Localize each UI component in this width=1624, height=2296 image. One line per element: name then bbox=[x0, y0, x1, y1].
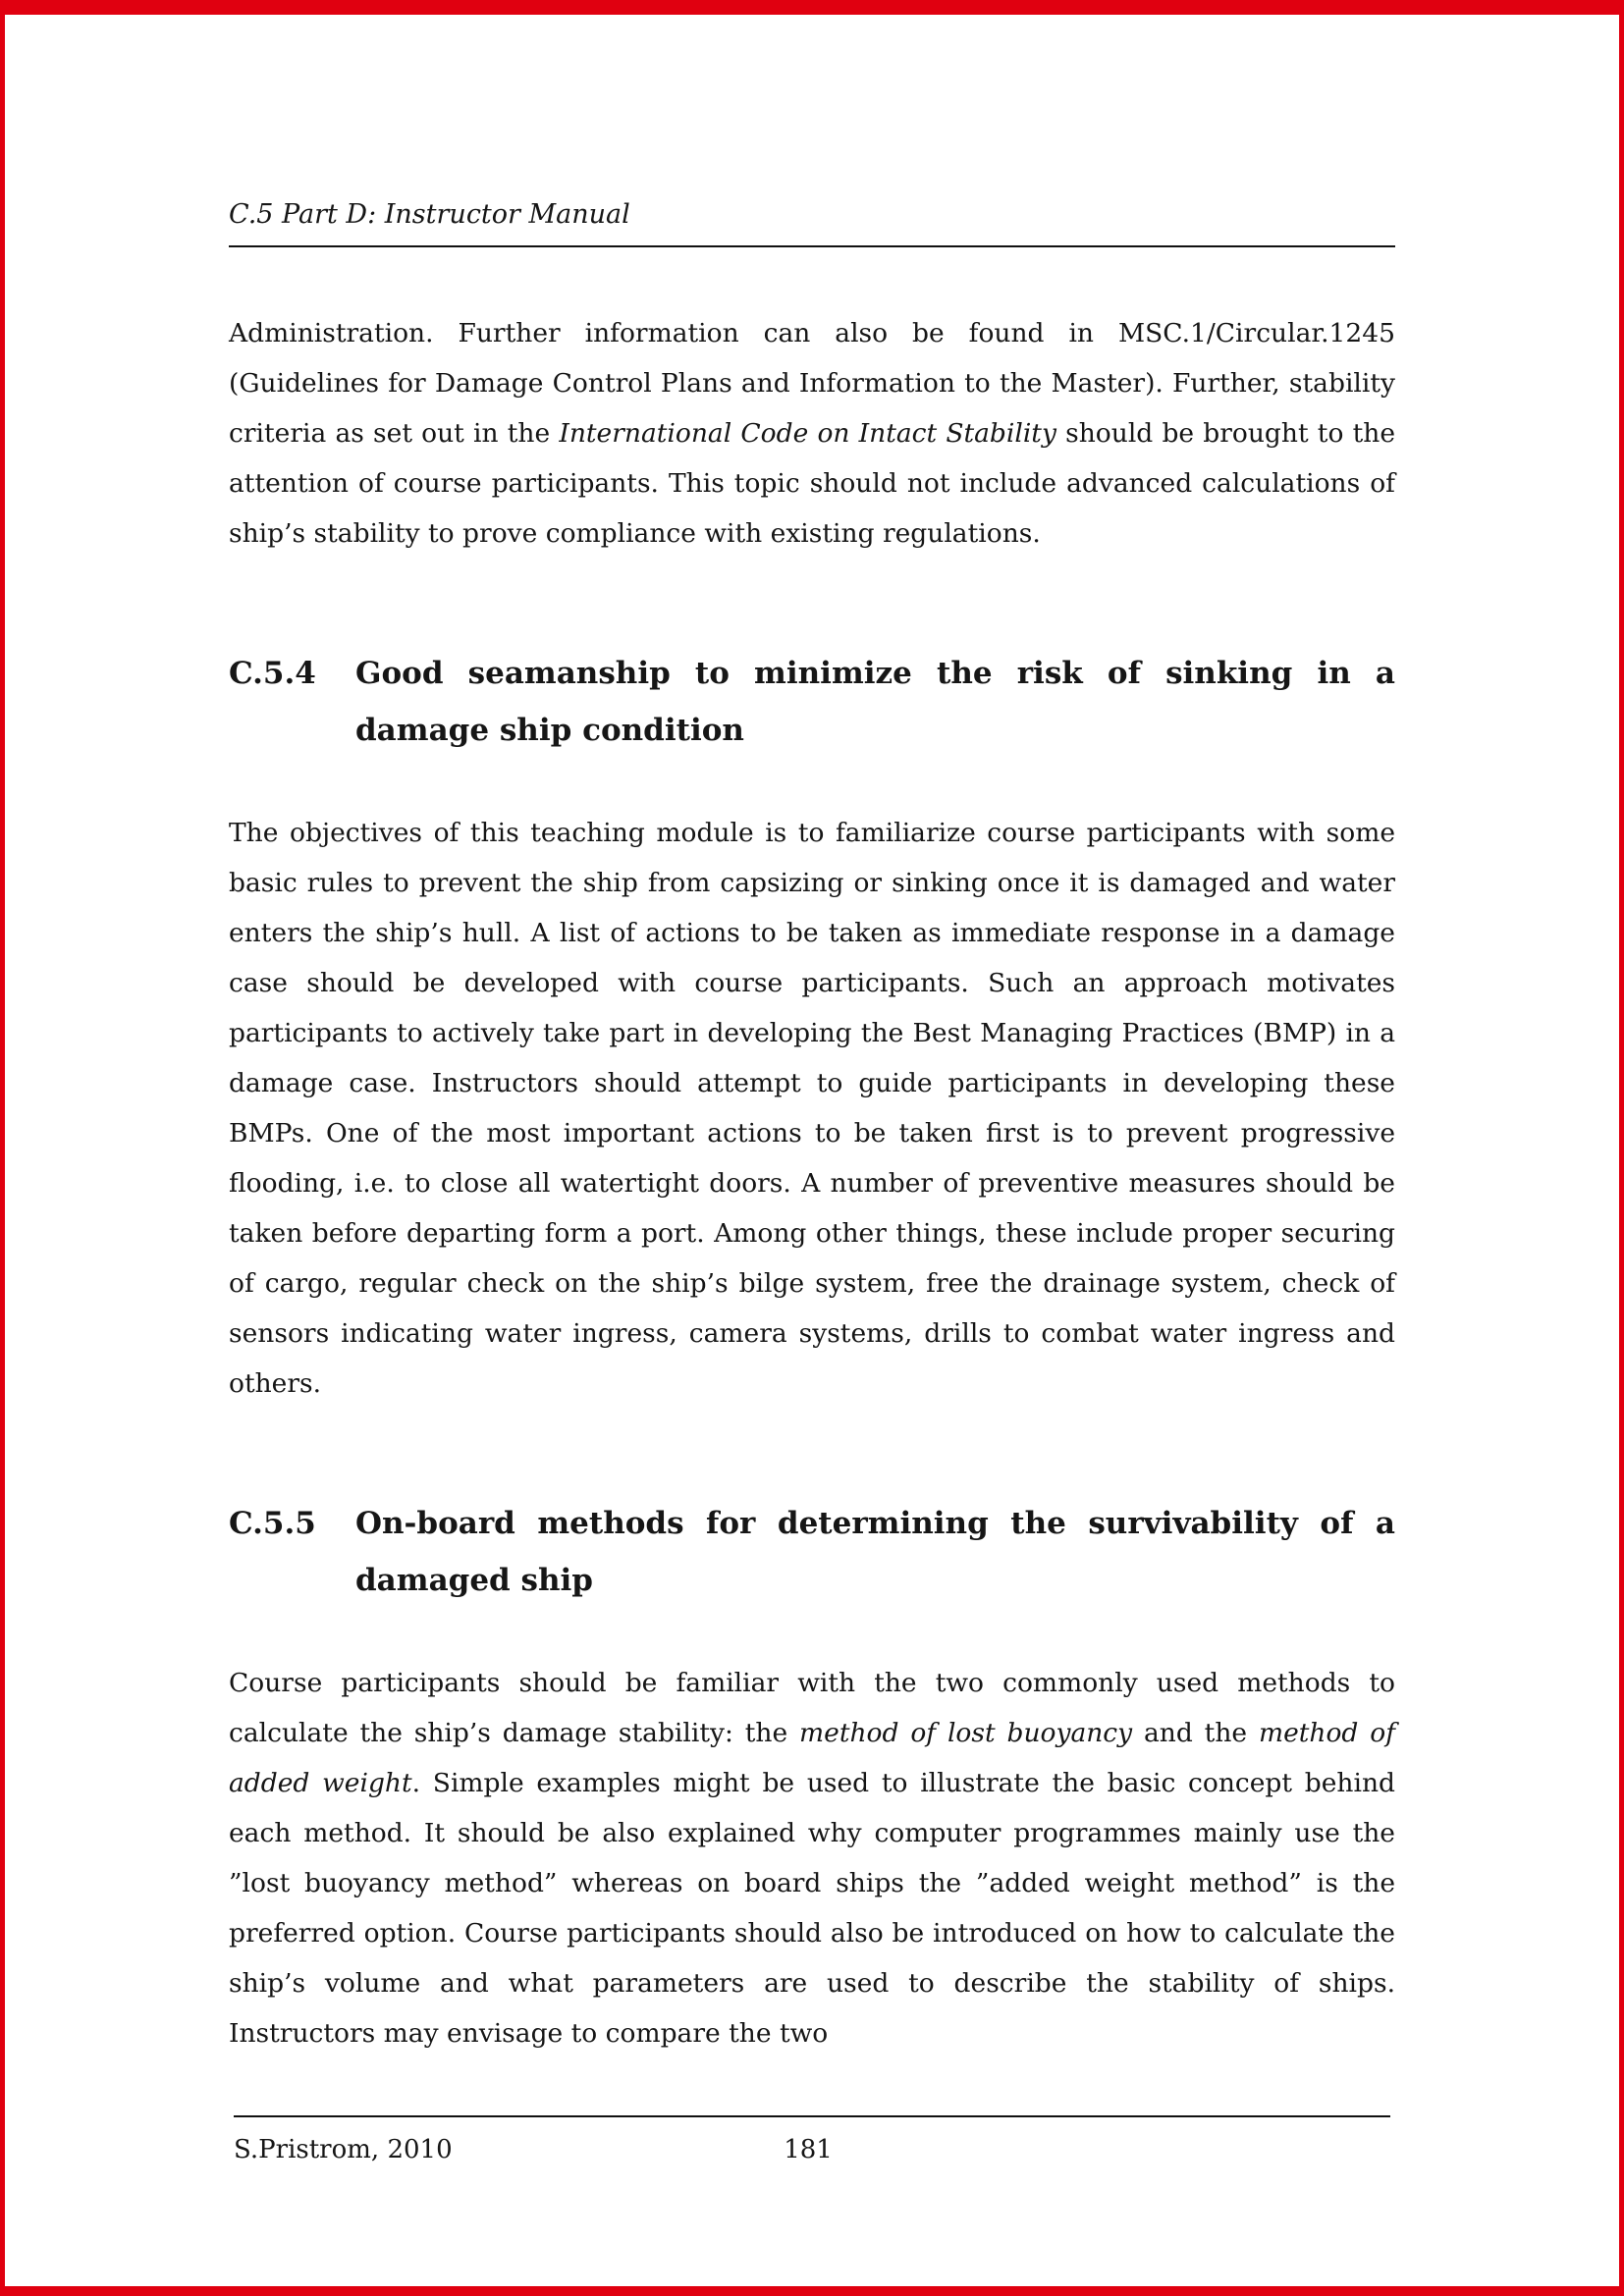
section-number: C.5.5 bbox=[229, 1506, 316, 1541]
paragraph-intro: Administration. Further information can also be found in MSC.1/Circular.1245 (Guidelines for Damage Control Plans and Information to the Master). Further, stability criteria as set out in the International Code on Intact Stability should be brought to the attention of course participants. This topic should not include advanced calculations of ship’s stability to prove compliance with existing regulations. bbox=[229, 318, 1396, 549]
text-column bbox=[229, 199, 1395, 2058]
page-footer bbox=[234, 2115, 1390, 2164]
section-title: On-board methods for determining the survivability of a damaged ship bbox=[355, 1506, 1395, 1598]
section-heading-c55 bbox=[229, 1495, 1395, 1609]
section-number: C.5.4 bbox=[229, 656, 316, 691]
footer-page-number: 181 bbox=[784, 2135, 833, 2164]
footer-author: S.Pristrom, 2010 bbox=[234, 2135, 453, 2164]
section-heading-c54 bbox=[229, 645, 1395, 759]
section-title: Good seamanship to minimize the risk of sinking in a damage ship condition bbox=[355, 656, 1395, 748]
paragraph-section-c54: The objectives of this teaching module is to familiarize course participants with some basic rules to prevent the ship from capsizing or sinking once it is damaged and water enters the ship’s hull. A list of actions to be taken as immediate response in a damage case should be developed with course participants. Such an approach motivates participants to actively take part in developing the Best Managing Practices (BMP) in a damage case. Instructors should attempt to guide participants in developing these BMPs. One of the most important actions to be taken first is to prevent progressive flooding, i.e. to close all watertight doors. A number of preventive measures should be taken before departing form a port. Among other things, these include proper securing of cargo, regular check on the ship’s bilge system, free the drainage system, check of sensors indicating water ingress, camera systems, drills to combat water ingress and others. bbox=[229, 818, 1395, 1399]
running-header-title: C.5 Part D: Instructor Manual bbox=[229, 199, 630, 230]
footer-row bbox=[234, 2135, 1390, 2164]
running-header bbox=[229, 199, 1395, 247]
intro-paragraph-block bbox=[229, 308, 1395, 559]
paragraph-section-c55: Course participants should be familiar with the two commonly used methods to calculate the ship’s damage stability: the method of lost buoyancy and the method of added weight. Simple examples might be used to illustrate the basic concept behind each method. It should be also explained why computer programmes mainly use the ”lost buoyancy method” whereas on board ships the ”added weight method” is the preferred option. Course participants should also be introduced on how to calculate the ship’s volume and what parameters are used to describe the stability of ships. Instructors may envisage to compare the two bbox=[229, 1668, 1396, 2049]
